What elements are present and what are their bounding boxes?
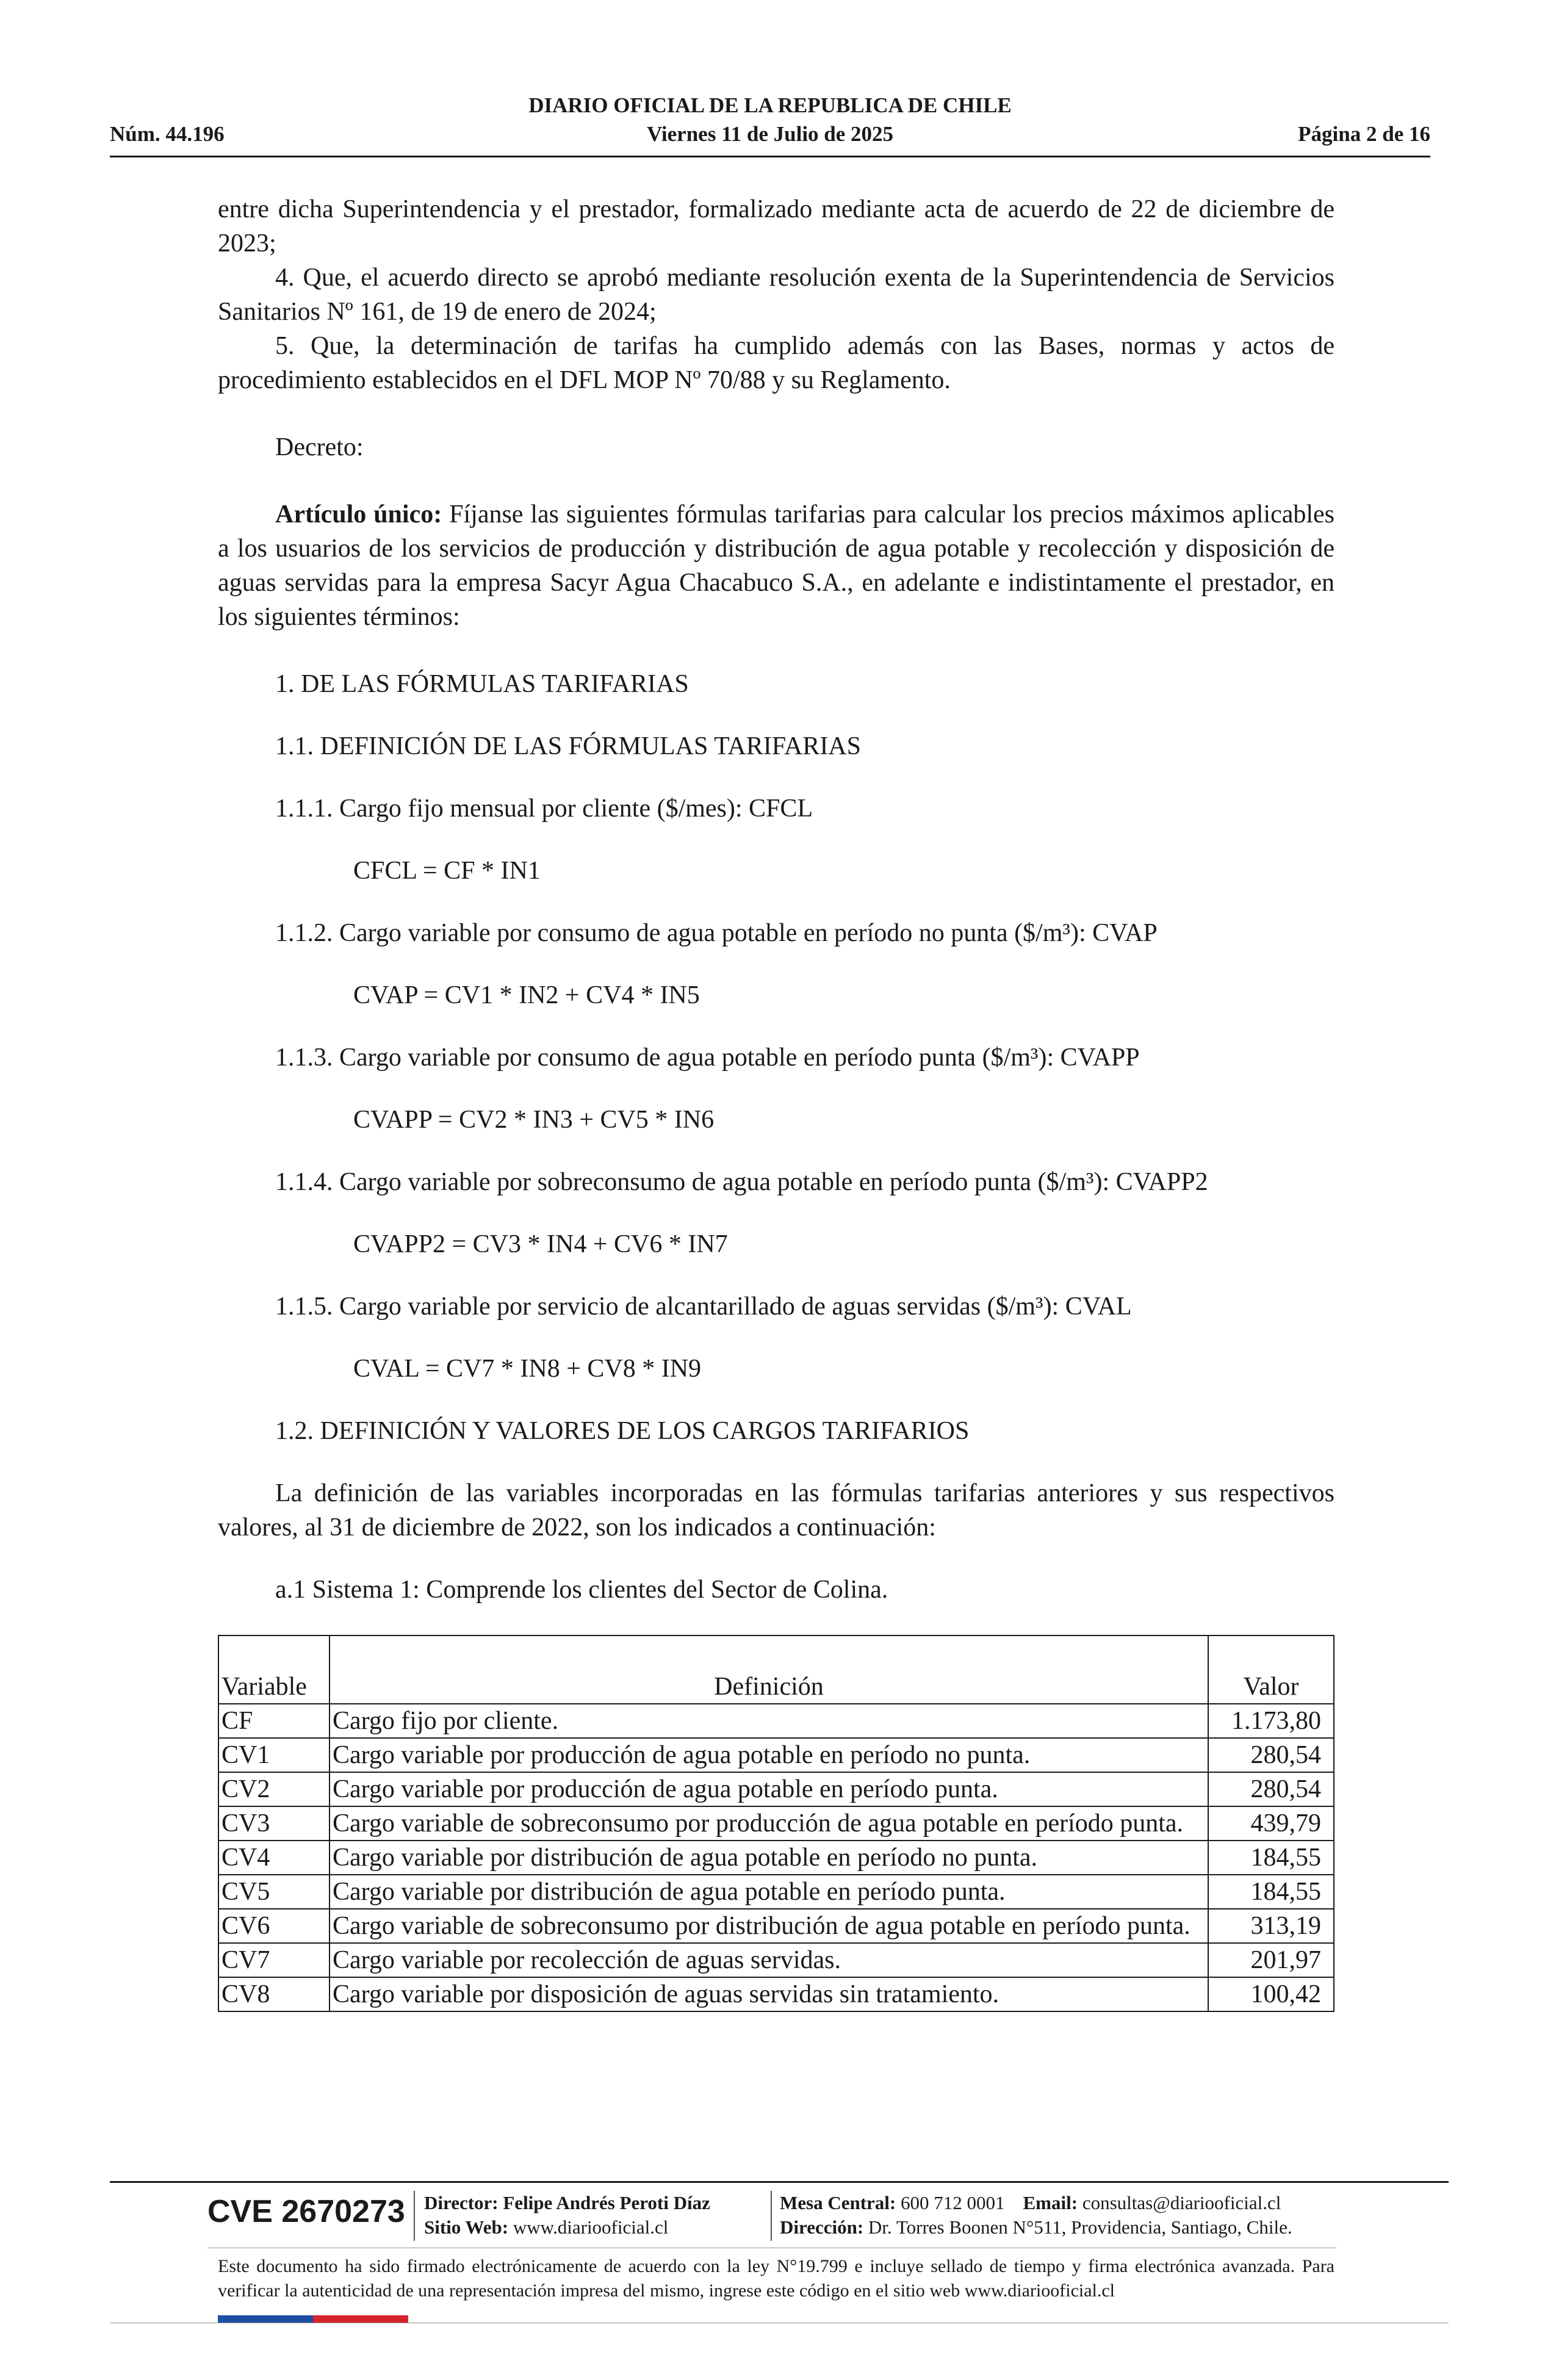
table-row xyxy=(218,1738,1334,1772)
header-divider xyxy=(110,156,1430,157)
paragraph-continuation: entre dicha Superintendencia y el prestador, formalizado mediante acta de acuerdo de 22 de diciembre de 2023; xyxy=(218,195,1334,258)
cell-definition: Cargo variable por producción de agua potable en período no punta. xyxy=(330,1738,1208,1772)
cell-variable: CV7 xyxy=(218,1943,330,1977)
cell-variable: CV8 xyxy=(218,1977,330,2011)
cell-value: 1.173,80 xyxy=(1208,1704,1334,1738)
header-issue-number: Núm. 44.196 xyxy=(110,122,225,146)
cell-definition: Cargo variable por disposición de aguas servidas sin tratamiento. xyxy=(330,1977,1208,2011)
decreto-heading: Decreto: xyxy=(275,433,364,461)
table-row xyxy=(218,1909,1334,1943)
paragraph-considerando-5: 5. Que, la determinación de tarifas ha cumplido además con las Bases, normas y actos de procedimiento establecidos en el DFL MOP Nº 70/88 y su Reglamento. xyxy=(218,332,1334,394)
direccion-text: Dr. Torres Boonen N°511, Providencia, Santiago, Chile. xyxy=(868,2216,1292,2238)
cell-value: 100,42 xyxy=(1208,1977,1334,2011)
footer-divider xyxy=(110,2181,1449,2183)
formula-cvap: CVAP = CV1 * IN2 + CV4 * IN5 xyxy=(353,981,700,1009)
formula-cfcl: CFCL = CF * IN1 xyxy=(353,857,541,885)
paragraph-considerando-4: 4. Que, el acuerdo directo se aprobó mediante resolución exenta de la Superintendencia de Servicios Sanitarios Nº 161, de 19 de enero de 2024; xyxy=(218,264,1334,326)
formula-cvapp: CVAPP = CV2 * IN3 + CV5 * IN6 xyxy=(353,1106,715,1134)
cell-definition: Cargo variable por distribución de agua potable en período punta. xyxy=(330,1875,1208,1909)
articulo-unico xyxy=(218,497,1334,634)
footer-director-line xyxy=(424,2191,710,2215)
header-title: DIARIO OFICIAL DE LA REPUBLICA DE CHILE xyxy=(528,93,1012,117)
director-label: Director: xyxy=(424,2192,499,2213)
web-label: Sitio Web: xyxy=(424,2216,509,2238)
section-1-1-5-heading: 1.1.5. Cargo variable por servicio de alcantarillado de aguas servidas ($/m³): CVAL xyxy=(275,1293,1132,1321)
section-1-1-3-heading: 1.1.3. Cargo variable por consumo de agua potable en período punta ($/m³): CVAPP xyxy=(275,1044,1140,1072)
cell-value: 201,97 xyxy=(1208,1943,1334,1977)
tariff-table xyxy=(218,1635,1334,2012)
column-header-definicion: Definición xyxy=(330,1635,1208,1704)
table-row xyxy=(218,1841,1334,1875)
table-header-row xyxy=(218,1635,1334,1704)
cell-value: 439,79 xyxy=(1208,1806,1334,1841)
footer-separator xyxy=(771,2191,772,2241)
column-header-variable: Variable xyxy=(218,1635,330,1704)
system-1-heading: a.1 Sistema 1: Comprende los clientes del Sector de Colina. xyxy=(275,1576,888,1604)
table-row xyxy=(218,1704,1334,1738)
cell-variable: CV1 xyxy=(218,1738,330,1772)
section-1-1-4-heading: 1.1.4. Cargo variable por sobreconsumo de agua potable en período punta ($/m³): CVAPP2 xyxy=(275,1168,1208,1196)
table-row xyxy=(218,1806,1334,1841)
direccion-label: Dirección: xyxy=(780,2216,864,2238)
section-1-1-heading: 1.1. DEFINICIÓN DE LAS FÓRMULAS TARIFARIAS xyxy=(275,732,861,760)
mesa-label: Mesa Central: xyxy=(780,2192,896,2213)
email-label: Email: xyxy=(1023,2192,1078,2213)
footer-address-line xyxy=(780,2215,1292,2240)
cell-variable: CV6 xyxy=(218,1909,330,1943)
articulo-label: Artículo único: xyxy=(275,500,442,528)
footer-director-block xyxy=(424,2191,710,2240)
cell-definition: Cargo variable por distribución de agua potable en período no punta. xyxy=(330,1841,1208,1875)
paragraph-definitions-intro: La definición de las variables incorporadas en las fórmulas tarifarias anteriores y sus respectivos valores, al 31 de diciembre de 2022, son los indicados a continuación: xyxy=(218,1479,1334,1542)
cell-value: 280,54 xyxy=(1208,1738,1334,1772)
column-header-valor: Valor xyxy=(1208,1635,1334,1704)
cve-code: CVE 2670273 xyxy=(207,2194,405,2229)
footer-separator xyxy=(414,2191,415,2241)
cell-variable: CV2 xyxy=(218,1772,330,1806)
footer-contact-block xyxy=(780,2191,1292,2240)
mesa-phone: 600 712 0001 xyxy=(901,2192,1005,2213)
cell-definition: Cargo variable de sobreconsumo por producción de agua potable en período punta. xyxy=(330,1806,1208,1841)
cell-definition: Cargo variable de sobreconsumo por distribución de agua potable en período punta. xyxy=(330,1909,1208,1943)
flag-stripe xyxy=(218,2315,408,2323)
cell-definition: Cargo variable por producción de agua potable en período punta. xyxy=(330,1772,1208,1806)
section-1-1-2-heading: 1.1.2. Cargo variable por consumo de agua potable en período no punta ($/m³): CVAP xyxy=(275,919,1158,947)
header-page-number: Página 2 de 16 xyxy=(1298,122,1430,146)
cell-variable: CV5 xyxy=(218,1875,330,1909)
articulo-text: Fíjanse las siguientes fórmulas tarifarias para calcular los precios máximos aplicables a los usuarios de los servicios de producción y distribución de agua potable y recolección y disposición de aguas servidas para la empresa Sacyr Agua Chacabuco S.A., en adelante e indistintamente el prestador, en los siguientes términos: xyxy=(218,500,1335,631)
cell-definition: Cargo variable por recolección de aguas servidas. xyxy=(330,1943,1208,1977)
table-row xyxy=(218,1772,1334,1806)
formula-cval: CVAL = CV7 * IN8 + CV8 * IN9 xyxy=(353,1355,702,1383)
cell-variable: CV4 xyxy=(218,1841,330,1875)
section-1-1-1-heading: 1.1.1. Cargo fijo mensual por cliente ($/mes): CFCL xyxy=(275,795,813,823)
cell-value: 280,54 xyxy=(1208,1772,1334,1806)
cell-variable: CF xyxy=(218,1704,330,1738)
footer-web-line xyxy=(424,2215,710,2240)
flag-stripe-blue xyxy=(218,2315,313,2323)
flag-stripe-red xyxy=(313,2315,408,2323)
cell-value: 184,55 xyxy=(1208,1875,1334,1909)
cell-value: 184,55 xyxy=(1208,1841,1334,1875)
web-link[interactable]: www.diariooficial.cl xyxy=(513,2216,669,2238)
cell-value: 313,19 xyxy=(1208,1909,1334,1943)
legal-notice: Este documento ha sido firmado electrónicamente de acuerdo con la ley N°19.799 e incluye sellado de tiempo y firma electrónica avanzada. Para verificar la autenticidad de una representación impresa del mismo, ingrese este código en el sitio web www.diariooficial.cl xyxy=(218,2256,1334,2301)
table-row xyxy=(218,1875,1334,1909)
cell-definition: Cargo fijo por cliente. xyxy=(330,1704,1208,1738)
document-body xyxy=(218,192,1334,1607)
formula-cvapp2: CVAPP2 = CV3 * IN4 + CV6 * IN7 xyxy=(353,1230,728,1258)
director-name: Felipe Andrés Peroti Díaz xyxy=(503,2192,710,2213)
page-header xyxy=(110,92,1430,159)
footer-mesa-line xyxy=(780,2191,1292,2215)
table-row xyxy=(218,1943,1334,1977)
header-date: Viernes 11 de Julio de 2025 xyxy=(646,122,894,146)
section-1-heading: 1. DE LAS FÓRMULAS TARIFARIAS xyxy=(275,670,689,698)
cell-variable: CV3 xyxy=(218,1806,330,1841)
email-link[interactable]: consultas@diariooficial.cl xyxy=(1082,2192,1281,2213)
section-1-2-heading: 1.2. DEFINICIÓN Y VALORES DE LOS CARGOS TARIFARIOS xyxy=(275,1417,970,1445)
table-row xyxy=(218,1977,1334,2011)
